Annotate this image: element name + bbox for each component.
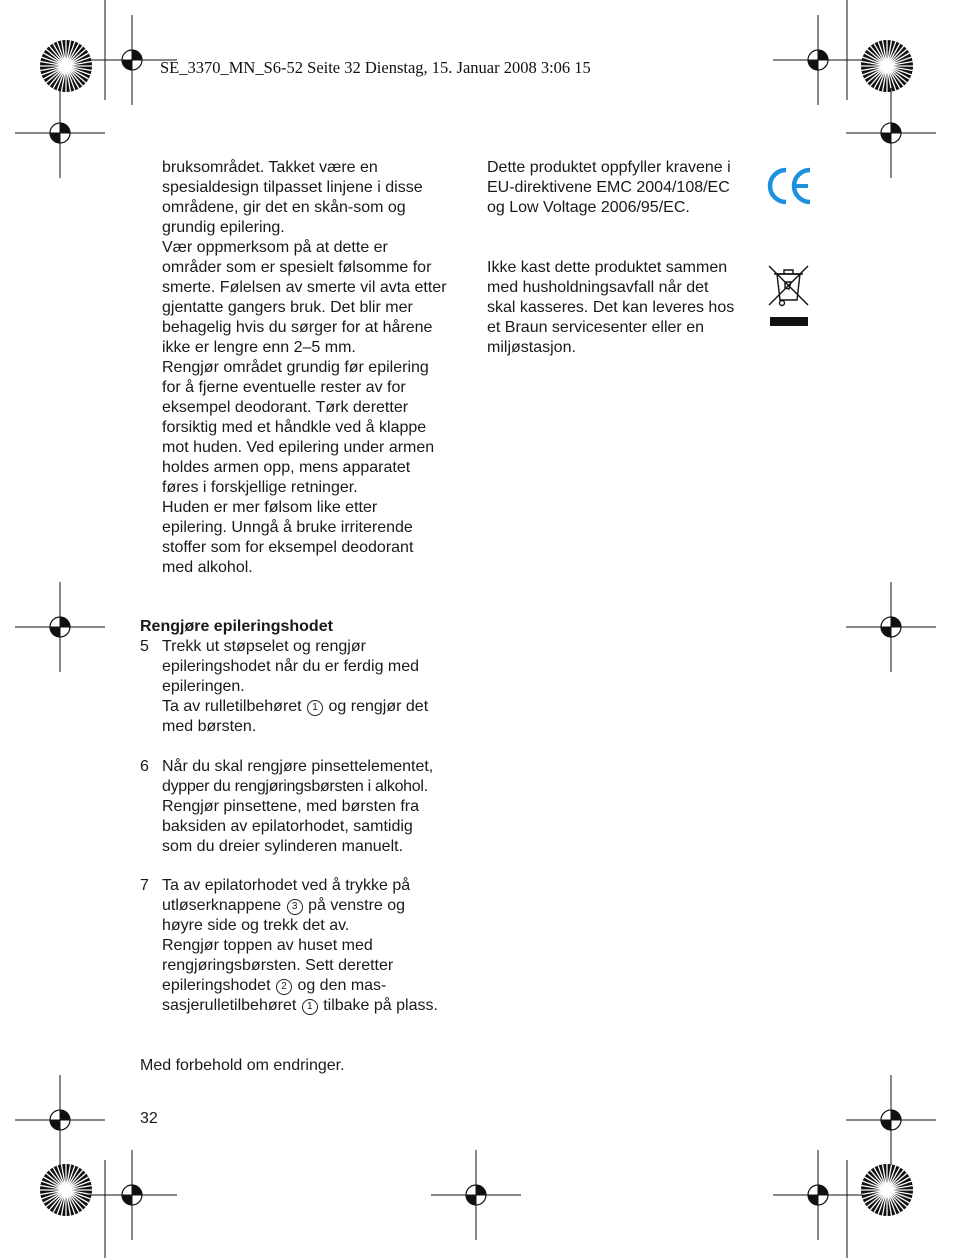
text-line: mot huden. Ved epilering under armen: [162, 439, 435, 456]
disclaimer: Med forbehold om endringer.: [140, 1057, 345, 1074]
text-line: føres i forskjellige retninger.: [162, 479, 358, 496]
text-line: epileringshodet når du er ferdig med: [162, 658, 420, 675]
text-fragment: Ta av rulletilbehøret: [162, 698, 302, 715]
crossed-out-bin-icon: [766, 262, 812, 328]
step-5: [140, 637, 470, 737]
part-number-badge: 1: [302, 999, 318, 1015]
text-line: holdes armen opp, mens apparatet: [162, 459, 411, 476]
text-line: [162, 896, 470, 916]
text-line: epilering. Unngå å bruke irriterende: [162, 519, 413, 536]
part-number-badge: 2: [276, 979, 292, 995]
text-line: ikke er lengre enn 2–5 mm.: [162, 339, 356, 356]
text-line: Ta av epilatorhodet ved å trykke på: [162, 877, 411, 894]
text-line: høyre side og trekk det av.: [162, 917, 350, 934]
text-line: epileringen.: [162, 678, 245, 695]
text-fragment: på venstre og: [308, 897, 406, 914]
text-line: med alkohol.: [162, 559, 253, 576]
step-number: 6: [140, 758, 149, 775]
text-line: og Low Voltage 2006/95/EC.: [487, 199, 690, 216]
text-line: rengjøringsbørsten. Sett deretter: [162, 957, 394, 974]
text-line: Huden er mer følsom like etter: [162, 499, 378, 516]
text-fragment: tilbake på plass.: [323, 997, 438, 1014]
text-line: som du dreier sylinderen manuelt.: [162, 838, 404, 855]
text-line: med husholdningsavfall når det: [487, 279, 709, 296]
text-line: [162, 996, 470, 1016]
text-line: Vær oppmerksom på at dette er: [162, 239, 388, 256]
text-line: for å fjerne eventuelle rester av for: [162, 379, 406, 396]
page-number: 32: [140, 1110, 158, 1127]
step-number: 5: [140, 638, 149, 655]
compliance-column: [487, 158, 762, 358]
text-fragment: utløserknappene: [162, 897, 282, 914]
text-line: [162, 697, 470, 717]
text-fragment: og rengjør det: [328, 698, 429, 715]
text-line: spesialdesign tilpasset linjene i disse: [162, 179, 423, 196]
text-fragment: sasjerulletilbehøret: [162, 997, 297, 1014]
text-line: behagelig hvis du sørger for at hårene: [162, 319, 433, 336]
text-line: områder som er spesielt følsomme for: [162, 259, 432, 276]
text-line: Trekk ut støpselet og rengjør: [162, 638, 366, 655]
step-7: [140, 876, 470, 1016]
text-fragment: epileringshodet: [162, 977, 271, 994]
text-line: [162, 976, 470, 996]
text-line: forsiktig med et håndkle ved å klappe: [162, 419, 427, 436]
text-line: med børsten.: [162, 718, 257, 735]
text-line: smerte. Følelsen av smerte vil avta etter: [162, 279, 447, 296]
step-6: [140, 757, 470, 857]
text-line: baksiden av epilatorhodet, samtidig: [162, 818, 413, 835]
text-line: dypper du rengjøringsbørsten i alkohol.: [162, 778, 428, 795]
text-line: Ikke kast dette produktet sammen: [487, 259, 728, 276]
text-line: eksempel deodorant. Tørk deretter: [162, 399, 409, 416]
text-line: Rengjør området grundig før epilering: [162, 359, 429, 376]
text-line: miljøstasjon.: [487, 339, 576, 356]
part-number-badge: 3: [287, 899, 303, 915]
step-number: 7: [140, 877, 149, 894]
text-fragment: og den mas-: [297, 977, 387, 994]
text-line: områdene, gir det en skån-som og: [162, 199, 406, 216]
text-line: Når du skal rengjøre pinsettelementet,: [162, 758, 434, 775]
text-line: bruksområdet. Takket være en: [162, 159, 378, 176]
text-line: Rengjør pinsettene, med børsten fra: [162, 798, 420, 815]
section-title: Rengjøre epileringshodet: [140, 618, 333, 635]
disposal-statement: [487, 258, 762, 358]
text-line: grundig epilering.: [162, 219, 285, 236]
part-number-badge: 1: [307, 700, 323, 716]
text-line: Rengjør toppen av huset med: [162, 937, 373, 954]
text-line: EU-direktivene EMC 2004/108/EC: [487, 179, 730, 196]
ce-mark-icon: [766, 165, 814, 207]
text-line: et Braun servicesenter eller en: [487, 319, 704, 336]
print-header: SE_3370_MN_S6-52 Seite 32 Dienstag, 15. Januar 2008 3:06 15: [160, 58, 591, 77]
text-line: stoffer som for eksempel deodorant: [162, 539, 414, 556]
text-line: Dette produktet oppfyller kravene i: [487, 159, 731, 176]
ce-statement: [487, 158, 762, 218]
intro-paragraph: [162, 158, 467, 578]
text-line: skal kasseres. Det kan leveres hos: [487, 299, 735, 316]
text-line: gjentatte gangers bruk. Det blir mer: [162, 299, 413, 316]
